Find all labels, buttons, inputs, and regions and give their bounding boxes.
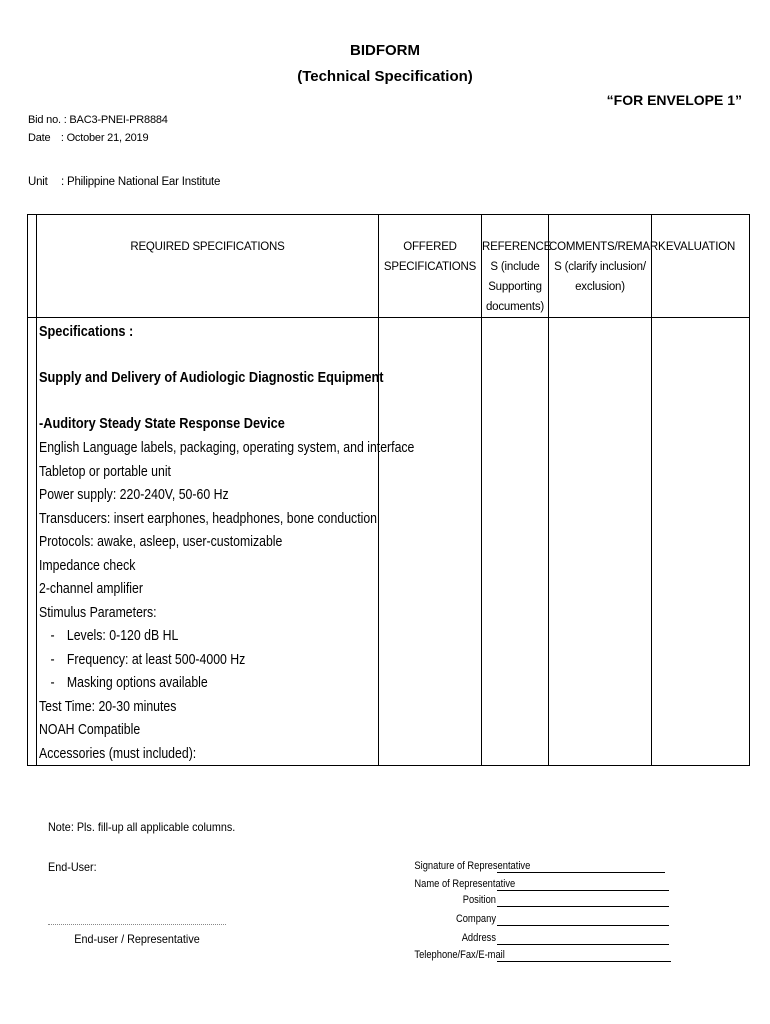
unit-value: : Philippine National Ear Institute <box>61 176 221 188</box>
spec-line: Stimulus Parameters: <box>39 603 157 621</box>
spec-bullet <box>39 648 315 672</box>
table-header-row <box>28 215 750 318</box>
header-comments: COMMENTS/REMARK S (clarify inclusion/ exclusion) <box>549 215 652 318</box>
contact-label: Telephone/Fax/E-mail <box>414 949 505 961</box>
spec-line: Tabletop or portable unit <box>39 462 171 480</box>
bullet-text: Masking options available <box>66 674 208 691</box>
signature-field[interactable] <box>497 860 665 873</box>
date-value: : October 21, 2019 <box>60 132 149 144</box>
offered-specs-cell[interactable] <box>379 318 482 766</box>
header-offered-specs: OFFERED SPECIFICATIONS <box>379 215 482 318</box>
bid-number <box>28 114 168 126</box>
required-specs-cell <box>37 318 415 766</box>
header-references: REFERENCE S (include Supporting documents) <box>482 215 549 318</box>
company-field[interactable] <box>497 913 669 926</box>
form-subtitle: (Technical Specification) <box>297 68 473 85</box>
specs-heading: Specifications : <box>39 323 134 340</box>
evaluation-cell[interactable] <box>652 318 750 766</box>
signature-label: Signature of Representative <box>414 860 531 872</box>
note-text: Note: Pls. fill-up all applicable columns. <box>48 820 236 834</box>
spec-line: Power supply: 220-240V, 50-60 Hz <box>39 486 229 503</box>
spec-line: English Language labels, packaging, operating system, and interface <box>39 439 415 456</box>
spec-line: 2-channel amplifier <box>39 580 143 597</box>
form-title: BIDFORM <box>350 42 420 59</box>
end-user-label: End-User: <box>48 860 97 874</box>
unit <box>28 176 220 188</box>
spec-line: Transducers: insert earphones, headphones, bone conduction <box>39 509 378 527</box>
references-cell[interactable] <box>482 318 549 766</box>
bullet-dash: - <box>50 627 55 644</box>
bid-number-value: BAC3-PNEI-PR8884 <box>69 114 168 126</box>
address-label: Address <box>461 932 496 944</box>
bid-date <box>28 132 148 144</box>
bullet-dash: - <box>50 674 55 691</box>
header-required-specs: REQUIRED SPECIFICATIONS <box>37 215 379 318</box>
table-row <box>28 318 750 766</box>
spec-bullet <box>39 671 315 695</box>
header-evaluation: EVALUATION <box>652 215 750 318</box>
bid-number-label: Bid no. : <box>28 114 67 126</box>
specification-table <box>27 214 750 766</box>
end-user-representative-label: End-user / Representative <box>74 932 200 946</box>
margin-cell <box>28 318 37 766</box>
spec-line: Impedance check <box>39 556 136 574</box>
envelope-label: “FOR ENVELOPE 1” <box>606 92 742 108</box>
header-margin-cell <box>28 215 37 318</box>
bullet-text: Levels: 0-120 dB HL <box>66 627 179 644</box>
name-label: Name of Representative <box>414 878 516 890</box>
contact-field[interactable] <box>497 949 671 962</box>
address-field[interactable] <box>497 932 669 945</box>
position-label: Position <box>462 894 496 906</box>
bullet-dash: - <box>50 650 55 668</box>
spec-line: NOAH Compatible <box>39 721 141 738</box>
end-user-signature-line <box>48 924 226 925</box>
spec-line: Test Time: 20-30 minutes <box>39 697 177 715</box>
item-title: Supply and Delivery of Audiologic Diagnostic Equipment <box>39 369 384 386</box>
unit-label: Unit <box>28 176 48 188</box>
date-label: Date <box>28 132 51 144</box>
comments-cell[interactable] <box>549 318 652 766</box>
position-field[interactable] <box>497 894 669 907</box>
spec-line: Protocols: awake, asleep, user-customizable <box>39 533 283 550</box>
name-field[interactable] <box>497 878 669 891</box>
spec-line: Accessories (must included): <box>39 744 197 762</box>
company-label: Company <box>455 913 496 925</box>
device-title: -Auditory Steady State Response Device <box>39 415 285 432</box>
spec-bullet <box>39 624 315 648</box>
bullet-text: Frequency: at least 500-4000 Hz <box>66 650 246 668</box>
